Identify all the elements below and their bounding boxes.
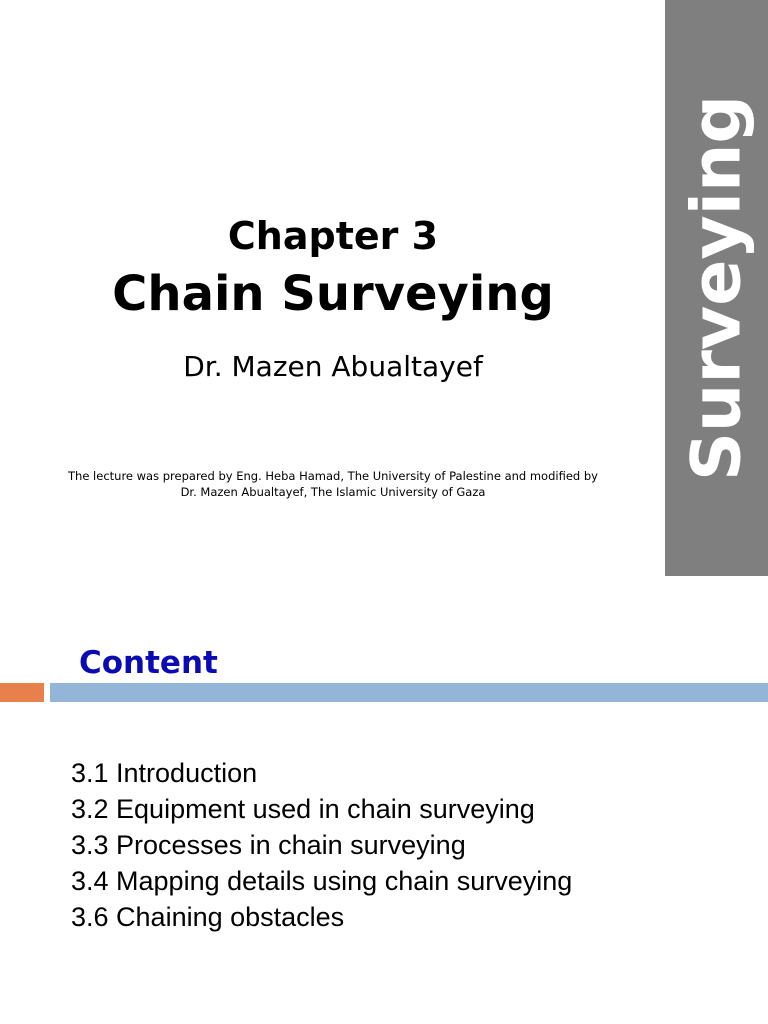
content-slide: [0, 577, 768, 1024]
toc-item-mapping-details: 3.4 Mapping details using chain surveying: [71, 866, 573, 896]
credit-note: [50, 468, 616, 500]
author-name: Dr. Mazen Abualtayef: [183, 350, 483, 383]
toc-item-introduction: 3.1 Introduction: [71, 758, 258, 788]
chapter-label: Chapter 3: [227, 214, 439, 258]
accent-bar-blue: [50, 683, 768, 702]
toc-item-equipment: 3.2 Equipment used in chain surveying: [71, 794, 535, 824]
toc-list: [71, 755, 572, 935]
toc-item-processes: 3.3 Processes in chain surveying: [71, 830, 466, 860]
accent-bar-orange: [0, 683, 44, 702]
side-band-label: Surveying: [677, 94, 757, 482]
credit-line-1: The lecture was prepared by Eng. Heba Hamad, The University of Palestine and modified by: [68, 469, 598, 483]
content-heading: Content: [79, 645, 218, 681]
chapter-title: Chain Surveying: [112, 266, 554, 322]
toc-item-chaining-obstacles: 3.6 Chaining obstacles: [71, 902, 345, 932]
credit-line-2: Dr. Mazen Abualtayef, The Islamic University of Gaza: [180, 485, 486, 499]
